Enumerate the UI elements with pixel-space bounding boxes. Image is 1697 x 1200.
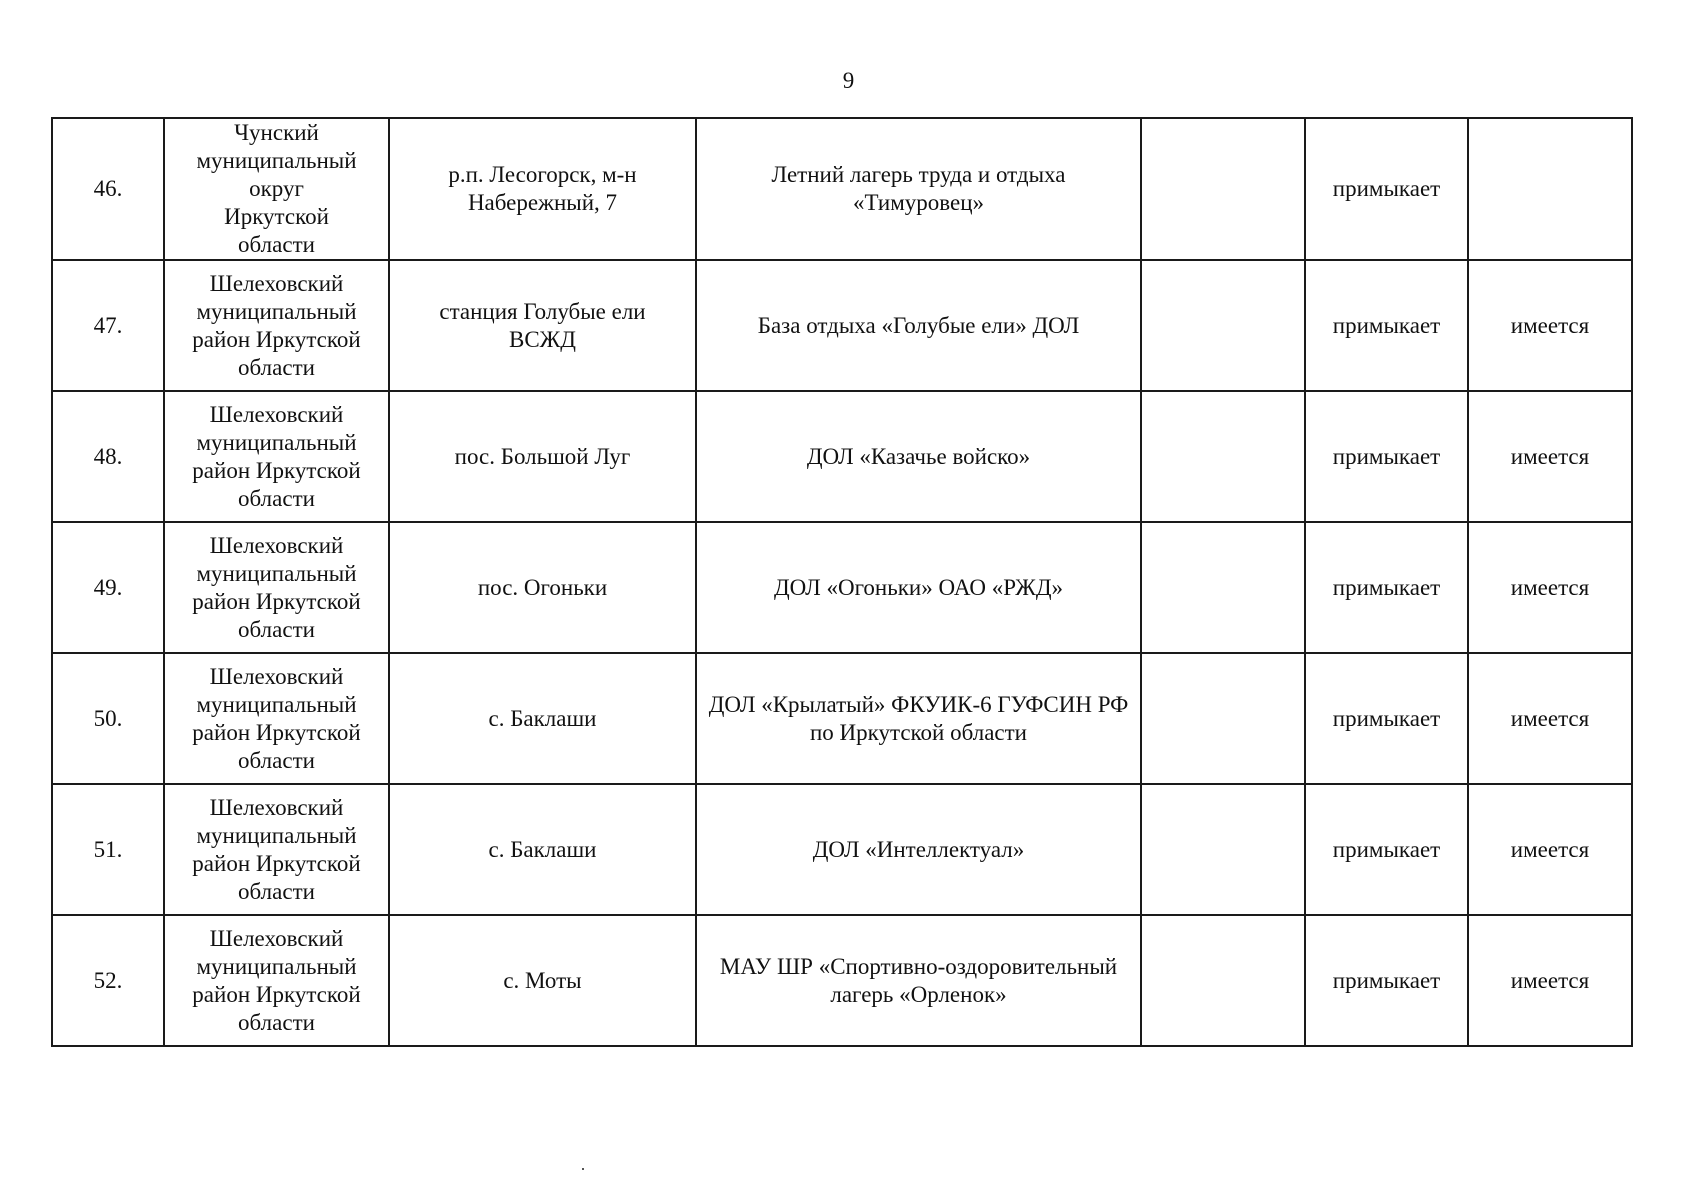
camp-name-cell: ДОЛ «Крылатый» ФКУИК-6 ГУФСИН РФ по Иркутской области [696, 653, 1141, 784]
location-cell: с. Баклаши [389, 784, 696, 915]
row-number-cell: 51. [52, 784, 164, 915]
table-row [52, 653, 1632, 784]
district-cell: Шелеховский муниципальный район Иркутской области [164, 653, 389, 784]
camps-table-container [51, 117, 1631, 1047]
district-cell: Шелеховский муниципальный район Иркутской области [164, 784, 389, 915]
availability-cell [1468, 118, 1632, 260]
table-row [52, 522, 1632, 653]
availability-cell: имеется [1468, 653, 1632, 784]
table-row [52, 391, 1632, 522]
camp-name-cell: ДОЛ «Огоньки» ОАО «РЖД» [696, 522, 1141, 653]
district-cell: Шелеховский муниципальный район Иркутской области [164, 915, 389, 1046]
availability-cell: имеется [1468, 260, 1632, 391]
empty-cell [1141, 915, 1305, 1046]
camp-name-cell: ДОЛ «Казачье войско» [696, 391, 1141, 522]
row-number-cell: 48. [52, 391, 164, 522]
table-row [52, 260, 1632, 391]
district-cell: Шелеховский муниципальный район Иркутской области [164, 260, 389, 391]
location-cell: с. Моты [389, 915, 696, 1046]
camp-name-cell: ДОЛ «Интеллектуал» [696, 784, 1141, 915]
empty-cell [1141, 522, 1305, 653]
camp-name-cell: МАУ ШР «Спортивно-оздоровительный лагерь «Орленок» [696, 915, 1141, 1046]
empty-cell [1141, 260, 1305, 391]
location-cell: пос. Большой Луг [389, 391, 696, 522]
adjacency-cell: примыкает [1305, 118, 1468, 260]
camp-name-cell: Летний лагерь труда и отдыха «Тимуровец» [696, 118, 1141, 260]
adjacency-cell: примыкает [1305, 522, 1468, 653]
district-cell: Шелеховский муниципальный район Иркутской области [164, 522, 389, 653]
adjacency-cell: примыкает [1305, 391, 1468, 522]
district-cell: Чунский муниципальный округ Иркутской области [164, 118, 389, 260]
empty-cell [1141, 784, 1305, 915]
row-number-cell: 46. [52, 118, 164, 260]
availability-cell: имеется [1468, 522, 1632, 653]
page-number: 9 [842, 68, 855, 93]
location-cell: с. Баклаши [389, 653, 696, 784]
location-cell: станция Голубые ели ВСЖД [389, 260, 696, 391]
adjacency-cell: примыкает [1305, 260, 1468, 391]
camp-name-cell: База отдыха «Голубые ели» ДОЛ [696, 260, 1141, 391]
empty-cell [1141, 118, 1305, 260]
adjacency-cell: примыкает [1305, 784, 1468, 915]
adjacency-cell: примыкает [1305, 915, 1468, 1046]
row-number-cell: 52. [52, 915, 164, 1046]
table-row [52, 784, 1632, 915]
availability-cell: имеется [1468, 915, 1632, 1046]
scan-speck [582, 1168, 584, 1170]
row-number-cell: 47. [52, 260, 164, 391]
row-number-cell: 50. [52, 653, 164, 784]
district-cell: Шелеховский муниципальный район Иркутской области [164, 391, 389, 522]
adjacency-cell: примыкает [1305, 653, 1468, 784]
availability-cell: имеется [1468, 391, 1632, 522]
table-row [52, 118, 1632, 260]
availability-cell: имеется [1468, 784, 1632, 915]
row-number-cell: 49. [52, 522, 164, 653]
location-cell: р.п. Лесогорск, м-н Набережный, 7 [389, 118, 696, 260]
empty-cell [1141, 653, 1305, 784]
camps-table [51, 117, 1633, 1047]
location-cell: пос. Огоньки [389, 522, 696, 653]
empty-cell [1141, 391, 1305, 522]
table-row [52, 915, 1632, 1046]
